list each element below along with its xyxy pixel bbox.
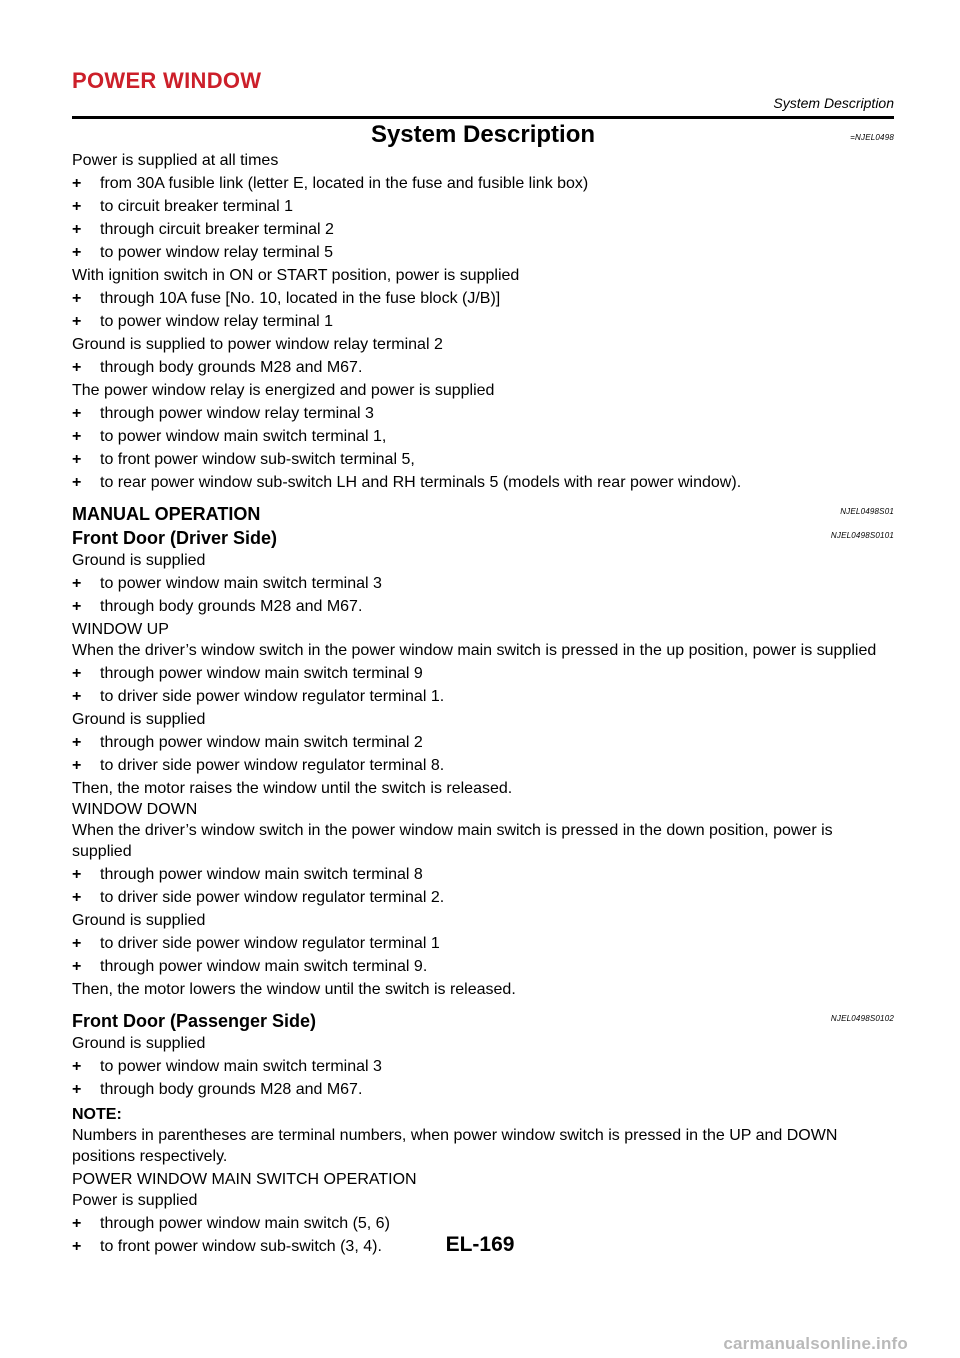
bullet-item bbox=[72, 933, 894, 954]
bullet-item bbox=[72, 1056, 894, 1077]
bullet-marker: + bbox=[72, 221, 82, 238]
passenger-side-list bbox=[72, 1033, 894, 1100]
bullet-marker: + bbox=[72, 688, 82, 705]
bullet-text: from 30A fusible link (letter E, located in the fuse and fusible link box) bbox=[100, 175, 589, 192]
bullet-text: to power window relay terminal 1 bbox=[100, 313, 333, 330]
bullet-item bbox=[72, 357, 894, 378]
bullet-item bbox=[72, 956, 894, 977]
paragraph: When the driver’s window switch in the power window main switch is pressed in the down position, power is supplied bbox=[72, 822, 833, 860]
page-content bbox=[72, 120, 894, 1259]
intro-list bbox=[72, 150, 894, 493]
paragraph: Ground is supplied bbox=[72, 912, 206, 929]
bullet-item bbox=[72, 403, 894, 424]
paragraph: Power is supplied bbox=[72, 1192, 198, 1209]
bullet-marker: + bbox=[72, 734, 82, 751]
bullet-marker: + bbox=[72, 1058, 82, 1075]
paragraph: Then, the motor raises the window until the switch is released. bbox=[72, 780, 513, 797]
bullet-item bbox=[72, 196, 894, 217]
bullet-text: through power window main switch terminal 9. bbox=[100, 958, 428, 975]
bullet-marker: + bbox=[72, 428, 82, 445]
bullet-text: through circuit breaker terminal 2 bbox=[100, 221, 334, 238]
manual-operation-heading: MANUAL OPERATION bbox=[72, 504, 261, 524]
bullet-text: through power window main switch terminal 8 bbox=[100, 866, 423, 883]
paragraph: When the driver’s window switch in the power window main switch is pressed in the up position, power is supplied bbox=[72, 642, 877, 659]
section-code: NJEL0498S0102 bbox=[830, 1014, 894, 1023]
section-code: NJEL0498S0101 bbox=[830, 531, 894, 540]
bullet-text: to front power window sub-switch (3, 4). bbox=[100, 1238, 382, 1255]
bullet-item bbox=[72, 887, 894, 908]
bullet-marker: + bbox=[72, 575, 82, 592]
bullet-item bbox=[72, 242, 894, 263]
bullet-marker: + bbox=[72, 665, 82, 682]
watermark: carmanualsonline.info bbox=[723, 1334, 908, 1353]
paragraph: Numbers in parentheses are terminal numbers, when power window switch is pressed in the UP and DOWN positions respectively. bbox=[72, 1127, 838, 1165]
bullet-text: to power window main switch terminal 1, bbox=[100, 428, 387, 445]
bullet-marker: + bbox=[72, 866, 82, 883]
paragraph: Ground is supplied bbox=[72, 552, 206, 569]
paragraph: Ground is supplied bbox=[72, 711, 206, 728]
bullet-marker: + bbox=[72, 889, 82, 906]
bullet-text: through body grounds M28 and M67. bbox=[100, 1081, 363, 1098]
bullet-text: to driver side power window regulator terminal 1 bbox=[100, 935, 440, 952]
bullet-marker: + bbox=[72, 313, 82, 330]
bullet-marker: + bbox=[72, 1238, 82, 1255]
header-subtitle: System Description bbox=[773, 95, 894, 111]
bullet-text: to circuit breaker terminal 1 bbox=[100, 198, 293, 215]
driver-side-heading: Front Door (Driver Side) bbox=[72, 528, 278, 548]
page-title: System Description bbox=[370, 121, 596, 148]
bullet-item bbox=[72, 426, 894, 447]
paragraph: The power window relay is energized and power is supplied bbox=[72, 382, 495, 399]
bullet-text: through body grounds M28 and M67. bbox=[100, 598, 363, 615]
driver-heading-row bbox=[72, 526, 894, 550]
paragraph: POWER WINDOW MAIN SWITCH OPERATION bbox=[72, 1171, 417, 1188]
bullet-text: to driver side power window regulator terminal 1. bbox=[100, 688, 445, 705]
bullet-marker: + bbox=[72, 451, 82, 468]
page-number: EL-169 bbox=[445, 1233, 515, 1256]
bullet-marker: + bbox=[72, 244, 82, 261]
bullet-text: to power window main switch terminal 3 bbox=[100, 1058, 382, 1075]
manual-operation-heading-row bbox=[72, 502, 894, 526]
bullet-item bbox=[72, 663, 894, 684]
driver-side-list bbox=[72, 550, 894, 1000]
bullet-text: through body grounds M28 and M67. bbox=[100, 359, 363, 376]
bullet-text: to power window relay terminal 5 bbox=[100, 244, 333, 261]
section-code: NJEL0498S01 bbox=[840, 507, 894, 516]
bullet-text: through power window main switch terminal 9 bbox=[100, 665, 423, 682]
bullet-item bbox=[72, 864, 894, 885]
paragraph: WINDOW DOWN bbox=[72, 801, 198, 818]
bullet-item bbox=[72, 1213, 894, 1234]
bullet-item bbox=[72, 755, 894, 776]
bullet-marker: + bbox=[72, 598, 82, 615]
paragraph: Ground is supplied bbox=[72, 1035, 206, 1052]
bullet-text: through power window relay terminal 3 bbox=[100, 405, 374, 422]
bullet-marker: + bbox=[72, 1215, 82, 1232]
bullet-text: through power window main switch terminal 2 bbox=[100, 734, 423, 751]
bullet-marker: + bbox=[72, 198, 82, 215]
bullet-item bbox=[72, 573, 894, 594]
bullet-item bbox=[72, 1079, 894, 1100]
bullet-text: to driver side power window regulator terminal 2. bbox=[100, 889, 445, 906]
bullet-item bbox=[72, 472, 894, 493]
note-label: NOTE: bbox=[72, 1106, 122, 1123]
section-code: =NJEL0498 bbox=[850, 133, 894, 142]
bullet-item bbox=[72, 732, 894, 753]
header-rule bbox=[72, 116, 894, 119]
paragraph: Then, the motor lowers the window until the switch is released. bbox=[72, 981, 516, 998]
bullet-item bbox=[72, 288, 894, 309]
passenger-side-heading: Front Door (Passenger Side) bbox=[72, 1011, 317, 1031]
bullet-text: to driver side power window regulator terminal 8. bbox=[100, 757, 445, 774]
bullet-marker: + bbox=[72, 405, 82, 422]
main-heading-row bbox=[72, 120, 894, 150]
bullet-text: to rear power window sub-switch LH and RH terminals 5 (models with rear power window). bbox=[100, 474, 742, 491]
bullet-marker: + bbox=[72, 1081, 82, 1098]
bullet-text: through 10A fuse [No. 10, located in the fuse block (J/B)] bbox=[100, 290, 501, 307]
passenger-heading-row bbox=[72, 1009, 894, 1033]
paragraph: Power is supplied at all times bbox=[72, 152, 279, 169]
bullet-item bbox=[72, 596, 894, 617]
bullet-marker: + bbox=[72, 935, 82, 952]
bullet-marker: + bbox=[72, 175, 82, 192]
bullet-item bbox=[72, 173, 894, 194]
bullet-item bbox=[72, 311, 894, 332]
bullet-text: through power window main switch (5, 6) bbox=[100, 1215, 390, 1232]
bullet-item bbox=[72, 219, 894, 240]
paragraph: With ignition switch in ON or START position, power is supplied bbox=[72, 267, 520, 284]
paragraph: WINDOW UP bbox=[72, 621, 169, 638]
bullet-text: to front power window sub-switch terminal 5, bbox=[100, 451, 415, 468]
bullet-marker: + bbox=[72, 474, 82, 491]
bullet-marker: + bbox=[72, 958, 82, 975]
bullet-marker: + bbox=[72, 359, 82, 376]
paragraph: Ground is supplied to power window relay terminal 2 bbox=[72, 336, 443, 353]
bullet-marker: + bbox=[72, 290, 82, 307]
bullet-marker: + bbox=[72, 757, 82, 774]
bullet-item bbox=[72, 686, 894, 707]
bullet-text: to power window main switch terminal 3 bbox=[100, 575, 382, 592]
header-title: POWER WINDOW bbox=[72, 68, 262, 93]
bullet-item bbox=[72, 449, 894, 470]
